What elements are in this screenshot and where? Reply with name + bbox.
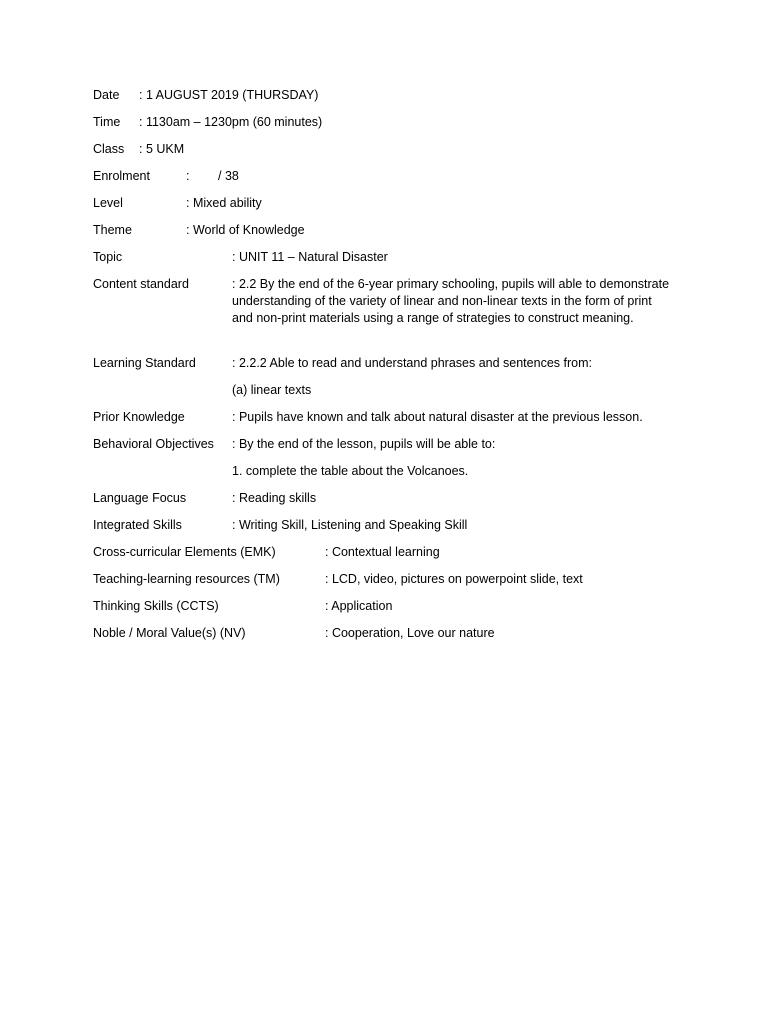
nv-label: Noble / Moral Value(s) (NV) <box>93 626 246 640</box>
learning-standard-label: Learning Standard <box>93 356 196 370</box>
language-focus-label: Language Focus <box>93 491 187 505</box>
behavioral-objectives-value: : By the end of the lesson, pupils will be able to: <box>232 437 496 451</box>
content-standard-row <box>93 276 683 346</box>
topic-label: Topic <box>93 250 123 264</box>
enrolment-colon: : <box>186 169 190 183</box>
learning-standard-sub: (a) linear texts <box>232 383 312 397</box>
integrated-skills-value: : Writing Skill, Listening and Speaking Skill <box>232 518 468 532</box>
theme-label: Theme <box>93 223 132 237</box>
integrated-skills-label: Integrated Skills <box>93 518 182 532</box>
prior-knowledge-value: : Pupils have known and talk about natural disaster at the previous lesson. <box>232 410 643 424</box>
level-label: Level <box>93 196 123 210</box>
date-value: : 1 AUGUST 2019 (THURSDAY) <box>139 88 319 102</box>
time-label: Time <box>93 115 121 129</box>
time-value: : 1130am – 1230pm (60 minutes) <box>139 115 323 129</box>
level-value: : Mixed ability <box>186 196 262 210</box>
ccts-label: Thinking Skills (CCTS) <box>93 599 219 613</box>
content-standard-label: Content standard <box>93 277 189 291</box>
nv-value: : Cooperation, Love our nature <box>325 626 495 640</box>
language-focus-value: : Reading skills <box>232 491 317 505</box>
tm-label: Teaching-learning resources (TM) <box>93 572 280 586</box>
enrolment-label: Enrolment <box>93 169 150 183</box>
topic-value: : UNIT 11 – Natural Disaster <box>232 250 388 264</box>
content-standard-value: : 2.2 By the end of the 6-year primary schooling, pupils will able to demonstrate understanding of the variety of linear and non-linear texts in the form of print and non-print materials using a range of strategies to construct meaning. <box>232 277 670 325</box>
emk-label: Cross-curricular Elements (EMK) <box>93 545 276 559</box>
class-value: : 5 UKM <box>139 142 185 156</box>
learning-standard-value: : 2.2.2 Able to read and understand phrases and sentences from: <box>232 356 592 370</box>
behavioral-objectives-label: Behavioral Objectives <box>93 437 214 451</box>
enrolment-value: / 38 <box>218 169 239 183</box>
date-label: Date <box>93 88 120 102</box>
ccts-value: : Application <box>325 599 393 613</box>
class-label: Class <box>93 142 125 156</box>
tm-value: : LCD, video, pictures on powerpoint slide, text <box>325 572 583 586</box>
behavioral-objectives-sub: 1. complete the table about the Volcanoes. <box>232 464 469 478</box>
theme-value: : World of Knowledge <box>186 223 305 237</box>
prior-knowledge-label: Prior Knowledge <box>93 410 185 424</box>
emk-value: : Contextual learning <box>325 545 440 559</box>
